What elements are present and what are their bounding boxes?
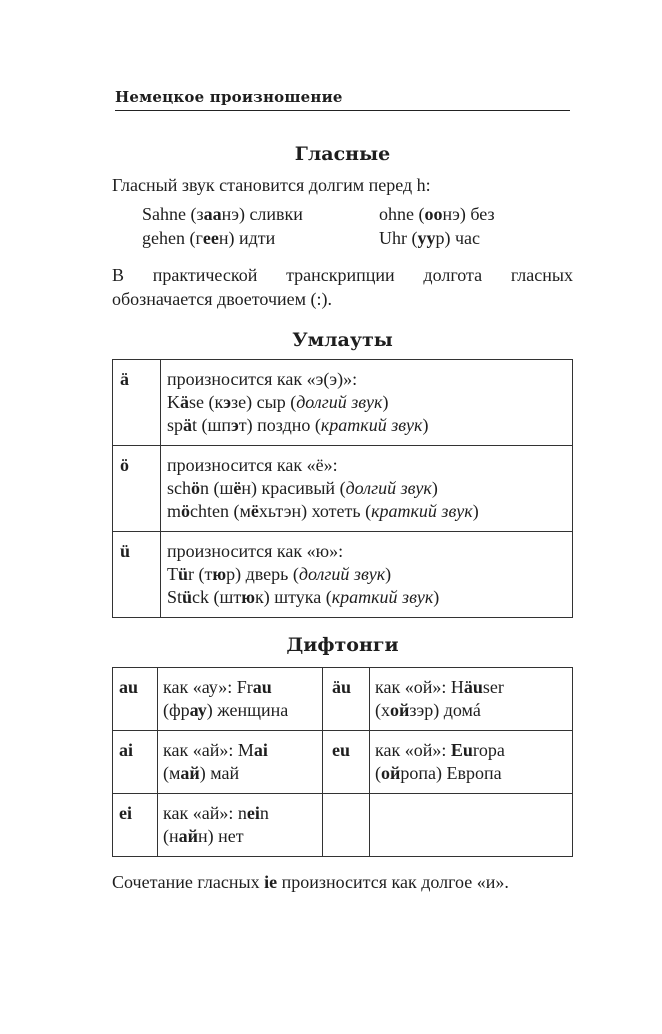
table-row xyxy=(113,360,573,446)
description-line: (ойропа) Европа xyxy=(375,763,502,783)
diphthong-key: eu xyxy=(323,731,370,794)
table-row xyxy=(113,731,573,794)
description-line: Stück (штюк) штука (краткий звук) xyxy=(167,587,440,607)
umlauts-title: Умлауты xyxy=(292,329,393,351)
description-line: schön (шён) красивый (долгий звук) xyxy=(167,478,438,498)
umlaut-description xyxy=(161,360,573,446)
page-content xyxy=(112,142,573,894)
diphthong-description xyxy=(370,668,573,731)
umlaut-key: ü xyxy=(113,532,161,618)
description-line: (фрау) женщина xyxy=(163,700,289,720)
description-line: как «ай»: nein xyxy=(163,803,269,823)
description-line: (май) май xyxy=(163,763,240,783)
diphthong-key: ei xyxy=(113,794,158,857)
description-line: как «ай»: Mai xyxy=(163,740,268,760)
diphthongs-table xyxy=(112,667,573,857)
example-item: Uhr (уур) час xyxy=(379,228,481,248)
example-item: ohne (оонэ) без xyxy=(379,204,495,224)
description-line: möchten (мёхьтэн) хотеть (краткий звук) xyxy=(167,501,479,521)
description-line: произносится как «ю»: xyxy=(167,541,344,561)
diphthong-description xyxy=(158,794,323,857)
description-line: (найн) нет xyxy=(163,826,244,846)
diphthong-key: äu xyxy=(323,668,370,731)
umlauts-table xyxy=(112,359,573,618)
description-line: как «ой»: Häuser xyxy=(375,677,504,697)
umlaut-description xyxy=(161,446,573,532)
diphthong-key: ai xyxy=(113,731,158,794)
description-line: Käse (кэзе) сыр (долгий звук) xyxy=(167,392,389,412)
table-row xyxy=(113,668,573,731)
table-row xyxy=(113,532,573,618)
diphthongs-footer: Сочетание гласных ie произносится как долгое «и». xyxy=(112,872,509,892)
description-line: как «ау»: Frau xyxy=(163,677,272,697)
diphthong-description xyxy=(158,668,323,731)
description-line: (хойзэр) домá xyxy=(375,700,481,720)
running-header: Немецкое произношение xyxy=(115,88,570,111)
umlaut-key: ä xyxy=(113,360,161,446)
diphthong-key: au xyxy=(113,668,158,731)
table-row xyxy=(113,446,573,532)
description-line: как «ой»: Europa xyxy=(375,740,505,760)
diphthong-description xyxy=(158,731,323,794)
umlaut-description xyxy=(161,532,573,618)
table-row xyxy=(113,794,573,857)
umlaut-key: ö xyxy=(113,446,161,532)
description-line: произносится как «э(э)»: xyxy=(167,369,358,389)
empty-cell xyxy=(370,794,573,857)
vowels-intro: Гласный звук становится долгим перед h: xyxy=(112,175,431,195)
example-item: gehen (геен) идти xyxy=(142,228,276,248)
example-item: Sahne (заанэ) сливки xyxy=(142,204,303,224)
vowels-note: В практической транскрипции долгота гласных обозначается двоеточием (:). xyxy=(112,265,573,309)
vowel-examples xyxy=(142,202,573,250)
description-line: произносится как «ё»: xyxy=(167,455,338,475)
diphthong-description xyxy=(370,731,573,794)
diphthongs-title: Дифтонги xyxy=(286,634,399,656)
description-line: Tür (тюр) дверь (долгий звук) xyxy=(167,564,392,584)
empty-cell xyxy=(323,794,370,857)
vowels-title: Гласные xyxy=(294,143,391,165)
description-line: spät (шпэт) поздно (краткий звук) xyxy=(167,415,429,435)
